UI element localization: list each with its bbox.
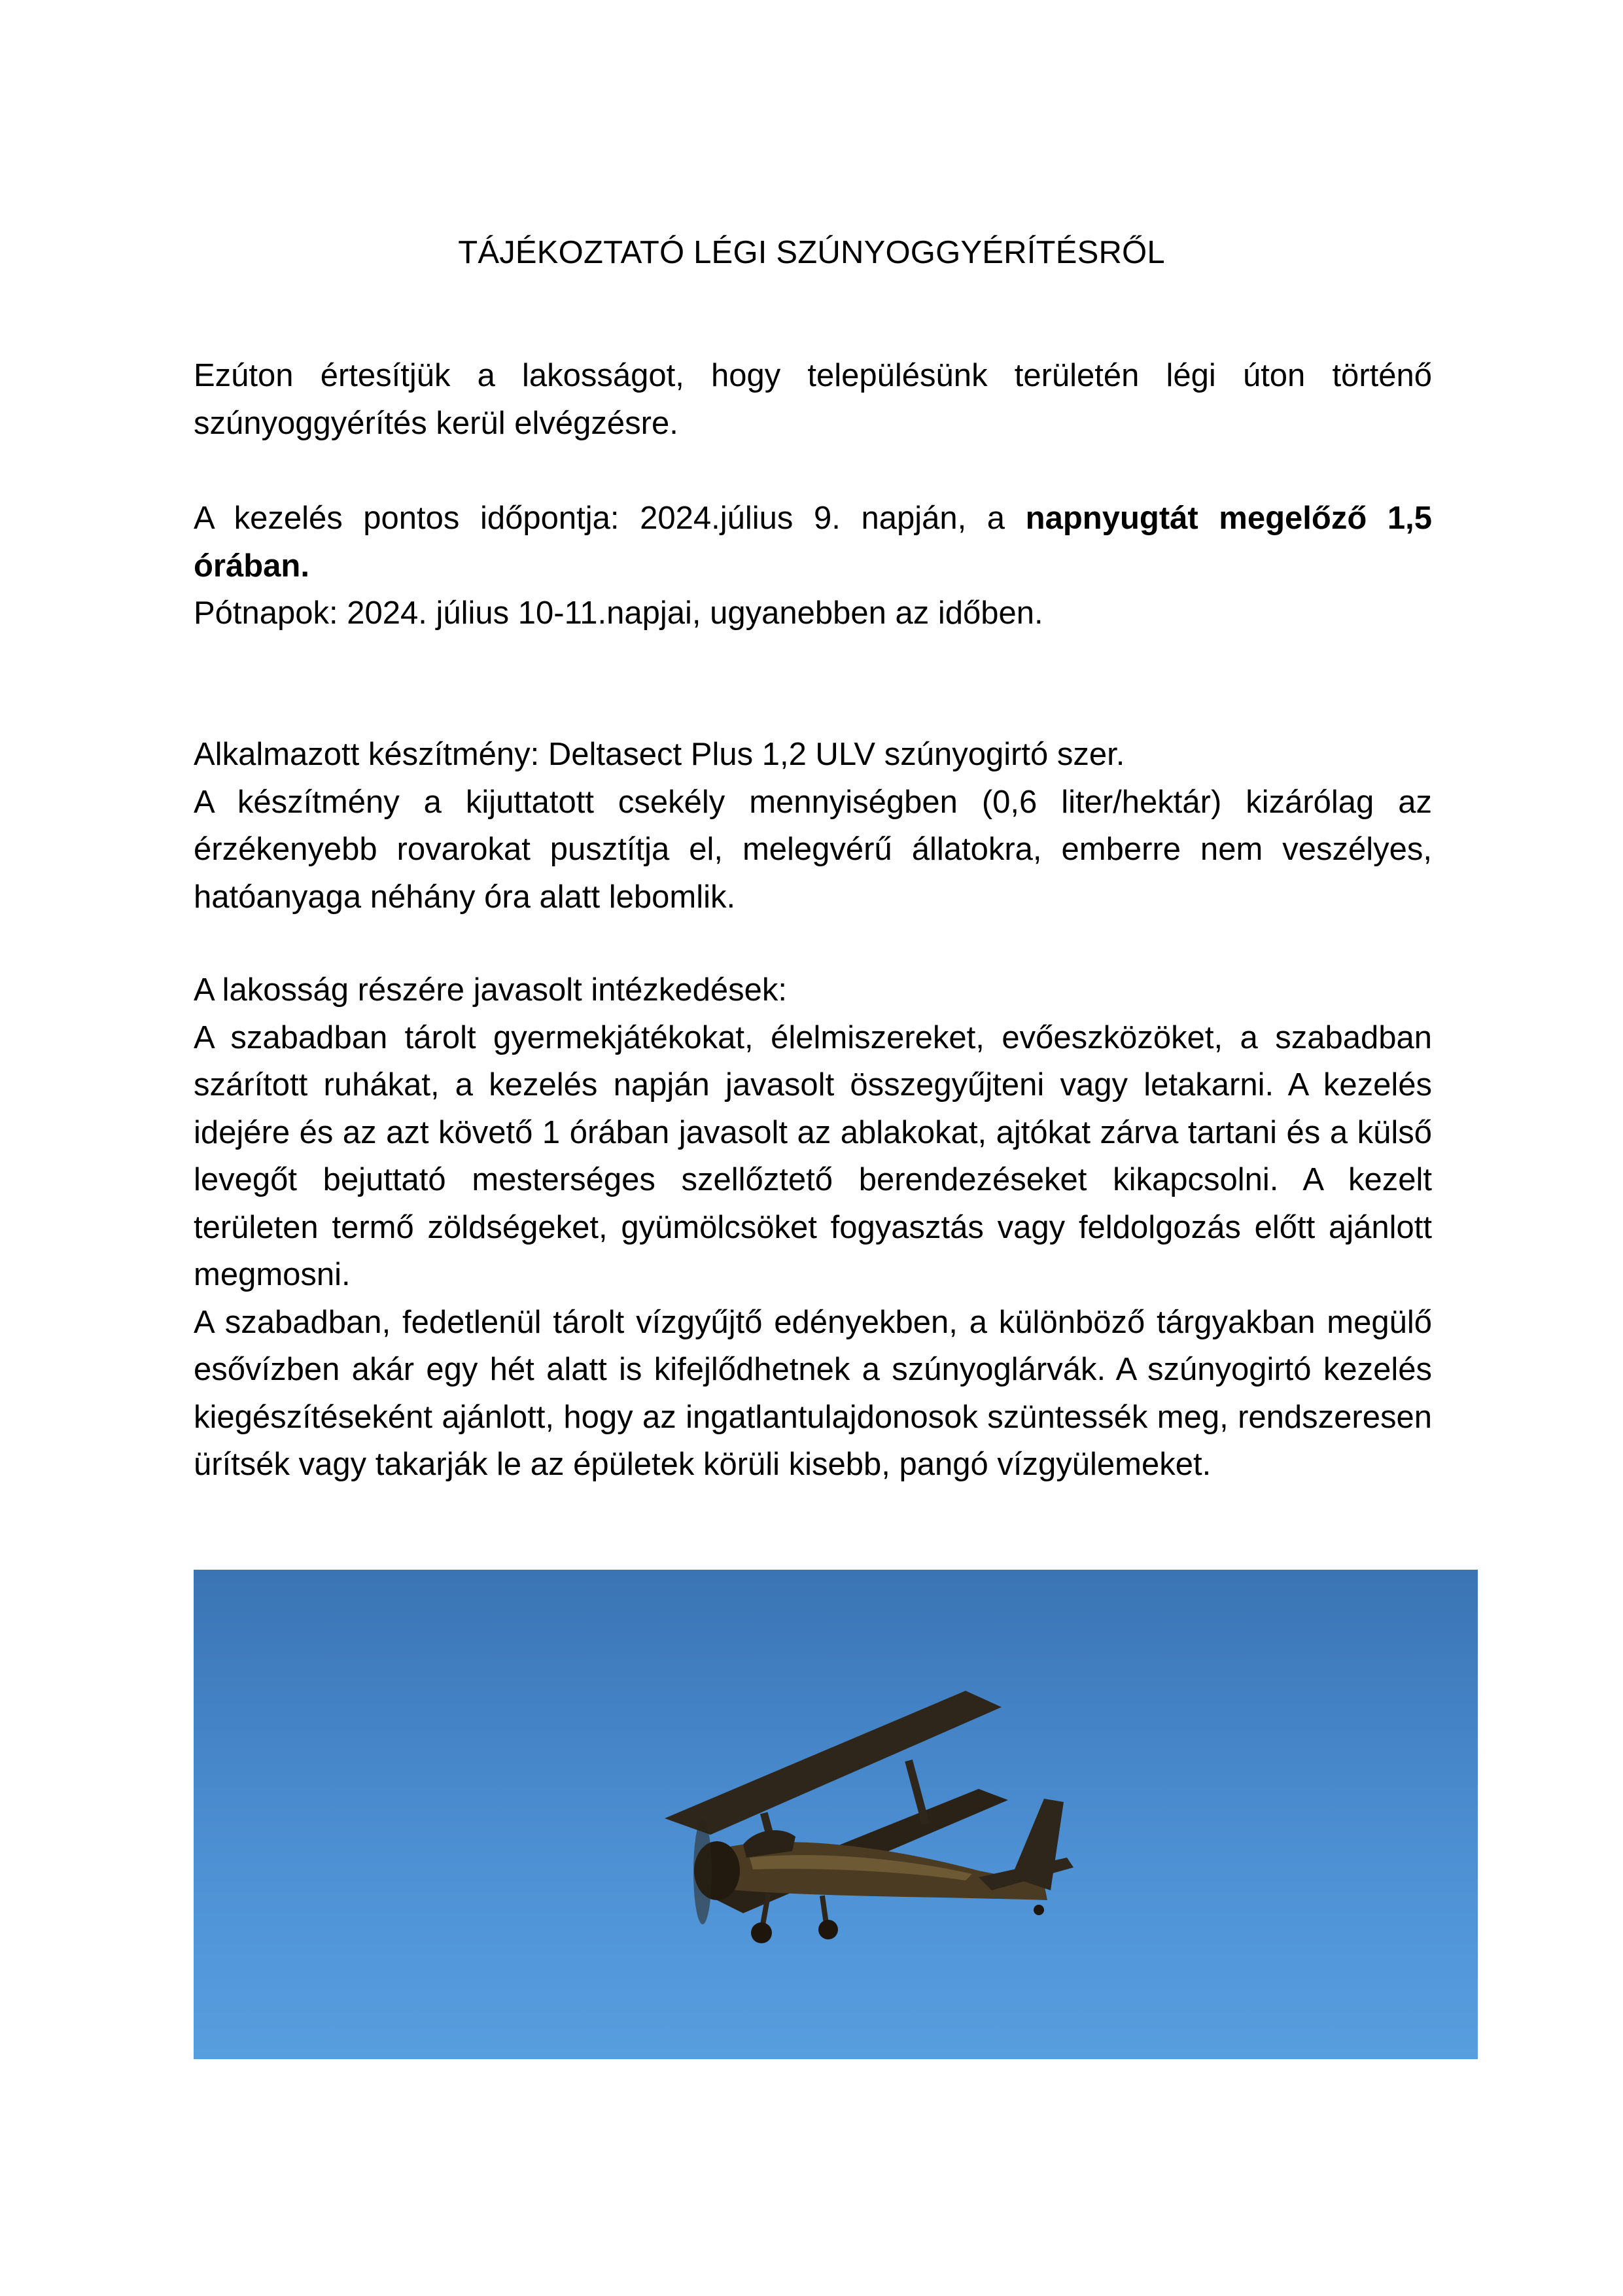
measures-paragraph-2: A szabadban, fedetlenül tárolt vízgyűjtő edényekben, a különböző tárgyakban megülő esővízben akár egy hét alatt is kifejlődhetnek a szúnyoglárvák. A szúnyogirtó kezelés kiegészítéseként ajánlott, hogy az ingatlantulajdonosok szüntessék meg, rendszeresen ürítsék vagy takarják le az épületek körüli kisebb, pangó vízgyülemeket.	[194, 1304, 1432, 1482]
schedule-prefix: A kezelés pontos időpontja: 2024.július 9. napján, a	[194, 501, 1026, 536]
intro-paragraph	[194, 352, 1432, 447]
schedule-emphasis: napnyugtát megelőző 1,5 órában.	[194, 501, 1432, 584]
schedule-line	[194, 495, 1432, 590]
biplane-icon	[665, 1691, 1073, 1943]
product-block	[194, 731, 1432, 921]
schedule-block	[194, 495, 1432, 637]
measures-paragraph-1: A szabadban tárolt gyermekjátékokat, élelmiszereket, evőeszközöket, a szabadban szárított ruhákat, a kezelés napján javasolt összegyűjteni vagy letakarni. A kezelés idejére és az azt követő 1 órában javasolt az ablakokat, ajtókat zárva tartani és a külső levegőt bejuttató mesterséges szellőztető berendezéseket kikapcsolni. A kezelt területen termő zöldségeket, gyümölcsöket fogyasztás vagy feldolgozás előtt ajánlott megmosni.	[194, 1019, 1432, 1292]
intro-text: Ezúton értesítjük a lakosságot, hogy településünk területén légi úton történő szúnyoggyérítés kerül elvégzésre.	[194, 358, 1432, 441]
backup-days: Pótnapok: 2024. július 10-11.napjai, ugyanebben az időben.	[194, 595, 1043, 631]
document-title: TÁJÉKOZTATÓ LÉGI SZÚNYOGGYÉRÍTÉSRŐL	[458, 235, 1165, 270]
measures-block	[194, 966, 1432, 1489]
product-description: A készítmény a kijuttatott csekély mennyiségben (0,6 liter/hektár) kizárólag az érzékenyebb rovarokat pusztítja el, melegvérű állatokra, emberre nem veszélyes, hatóanyaga néhány óra alatt lebomlik.	[194, 784, 1432, 915]
biplane-illustration	[194, 1570, 1478, 2059]
product-name: Alkalmazott készítmény: Deltasect Plus 1,2 ULV szúnyogirtó szer.	[194, 737, 1125, 772]
biplane-photo	[194, 1570, 1478, 2059]
measures-heading: A lakosság részére javasolt intézkedések:	[194, 972, 787, 1008]
